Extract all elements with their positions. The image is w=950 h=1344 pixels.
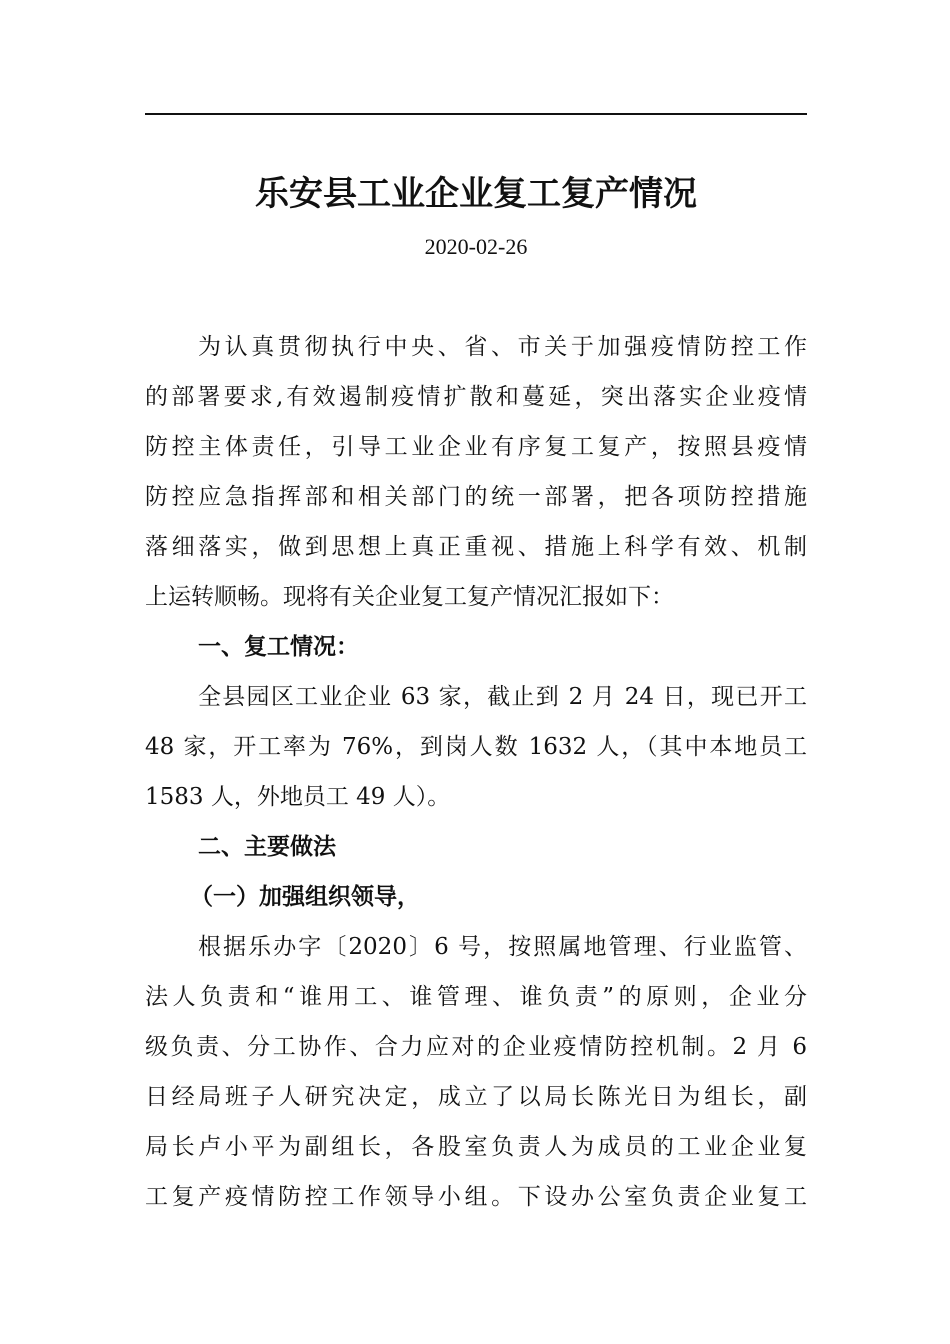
intro-line: 的部署要求,有效遏制疫情扩散和蔓延，突出落实企业疫情 [145, 384, 807, 410]
section2-line: 局长卢小平为副组长，各股室负责人为成员的工业企业复 [145, 1134, 807, 1160]
section2-line: 级负责、分工协作、合力应对的企业疫情防控机制。2 月 6 [145, 1034, 807, 1060]
section2-line: 日经局班子人研究决定，成立了以局长陈光日为组长，副 [145, 1084, 807, 1110]
section1-line: 全县园区工业企业 63 家，截止到 2 月 24 日，现已开工 [198, 684, 807, 710]
subsection-heading-leadership: （一）加强组织领导， [190, 884, 420, 910]
intro-line: 为认真贯彻执行中央、省、市关于加强疫情防控工作 [198, 334, 807, 360]
intro-line: 防控应急指挥部和相关部门的统一部署，把各项防控措施 [145, 484, 807, 510]
document-title: 乐安县工业企业复工复产情况 [255, 174, 697, 214]
document-date: 2020-02-26 [424, 234, 528, 259]
top-divider [145, 113, 807, 115]
section2-line: 工复产疫情防控工作领导小组。下设办公室负责企业复工 [145, 1184, 807, 1210]
section2-line: 法人负责和“谁用工、谁管理、谁负责”的原则，企业分 [145, 984, 807, 1010]
section2-line: 根据乐办字〔2020〕6 号，按照属地管理、行业监管、 [198, 934, 807, 960]
section-heading-practices: 二、主要做法 [198, 834, 336, 860]
section1-line: 1583 人，外地员工 49 人）。 [145, 784, 451, 810]
intro-line: 上运转顺畅。现将有关企业复工复产情况汇报如下： [145, 584, 674, 610]
section-heading-resumption: 一、复工情况： [198, 634, 359, 660]
intro-line: 落细落实，做到思想上真正重视、措施上科学有效、机制 [145, 534, 807, 560]
section1-line: 48 家，开工率为 76%，到岗人数 1632 人，（其中本地员工 [145, 734, 807, 760]
intro-line: 防控主体责任，引导工业企业有序复工复产，按照县疫情 [145, 434, 807, 460]
